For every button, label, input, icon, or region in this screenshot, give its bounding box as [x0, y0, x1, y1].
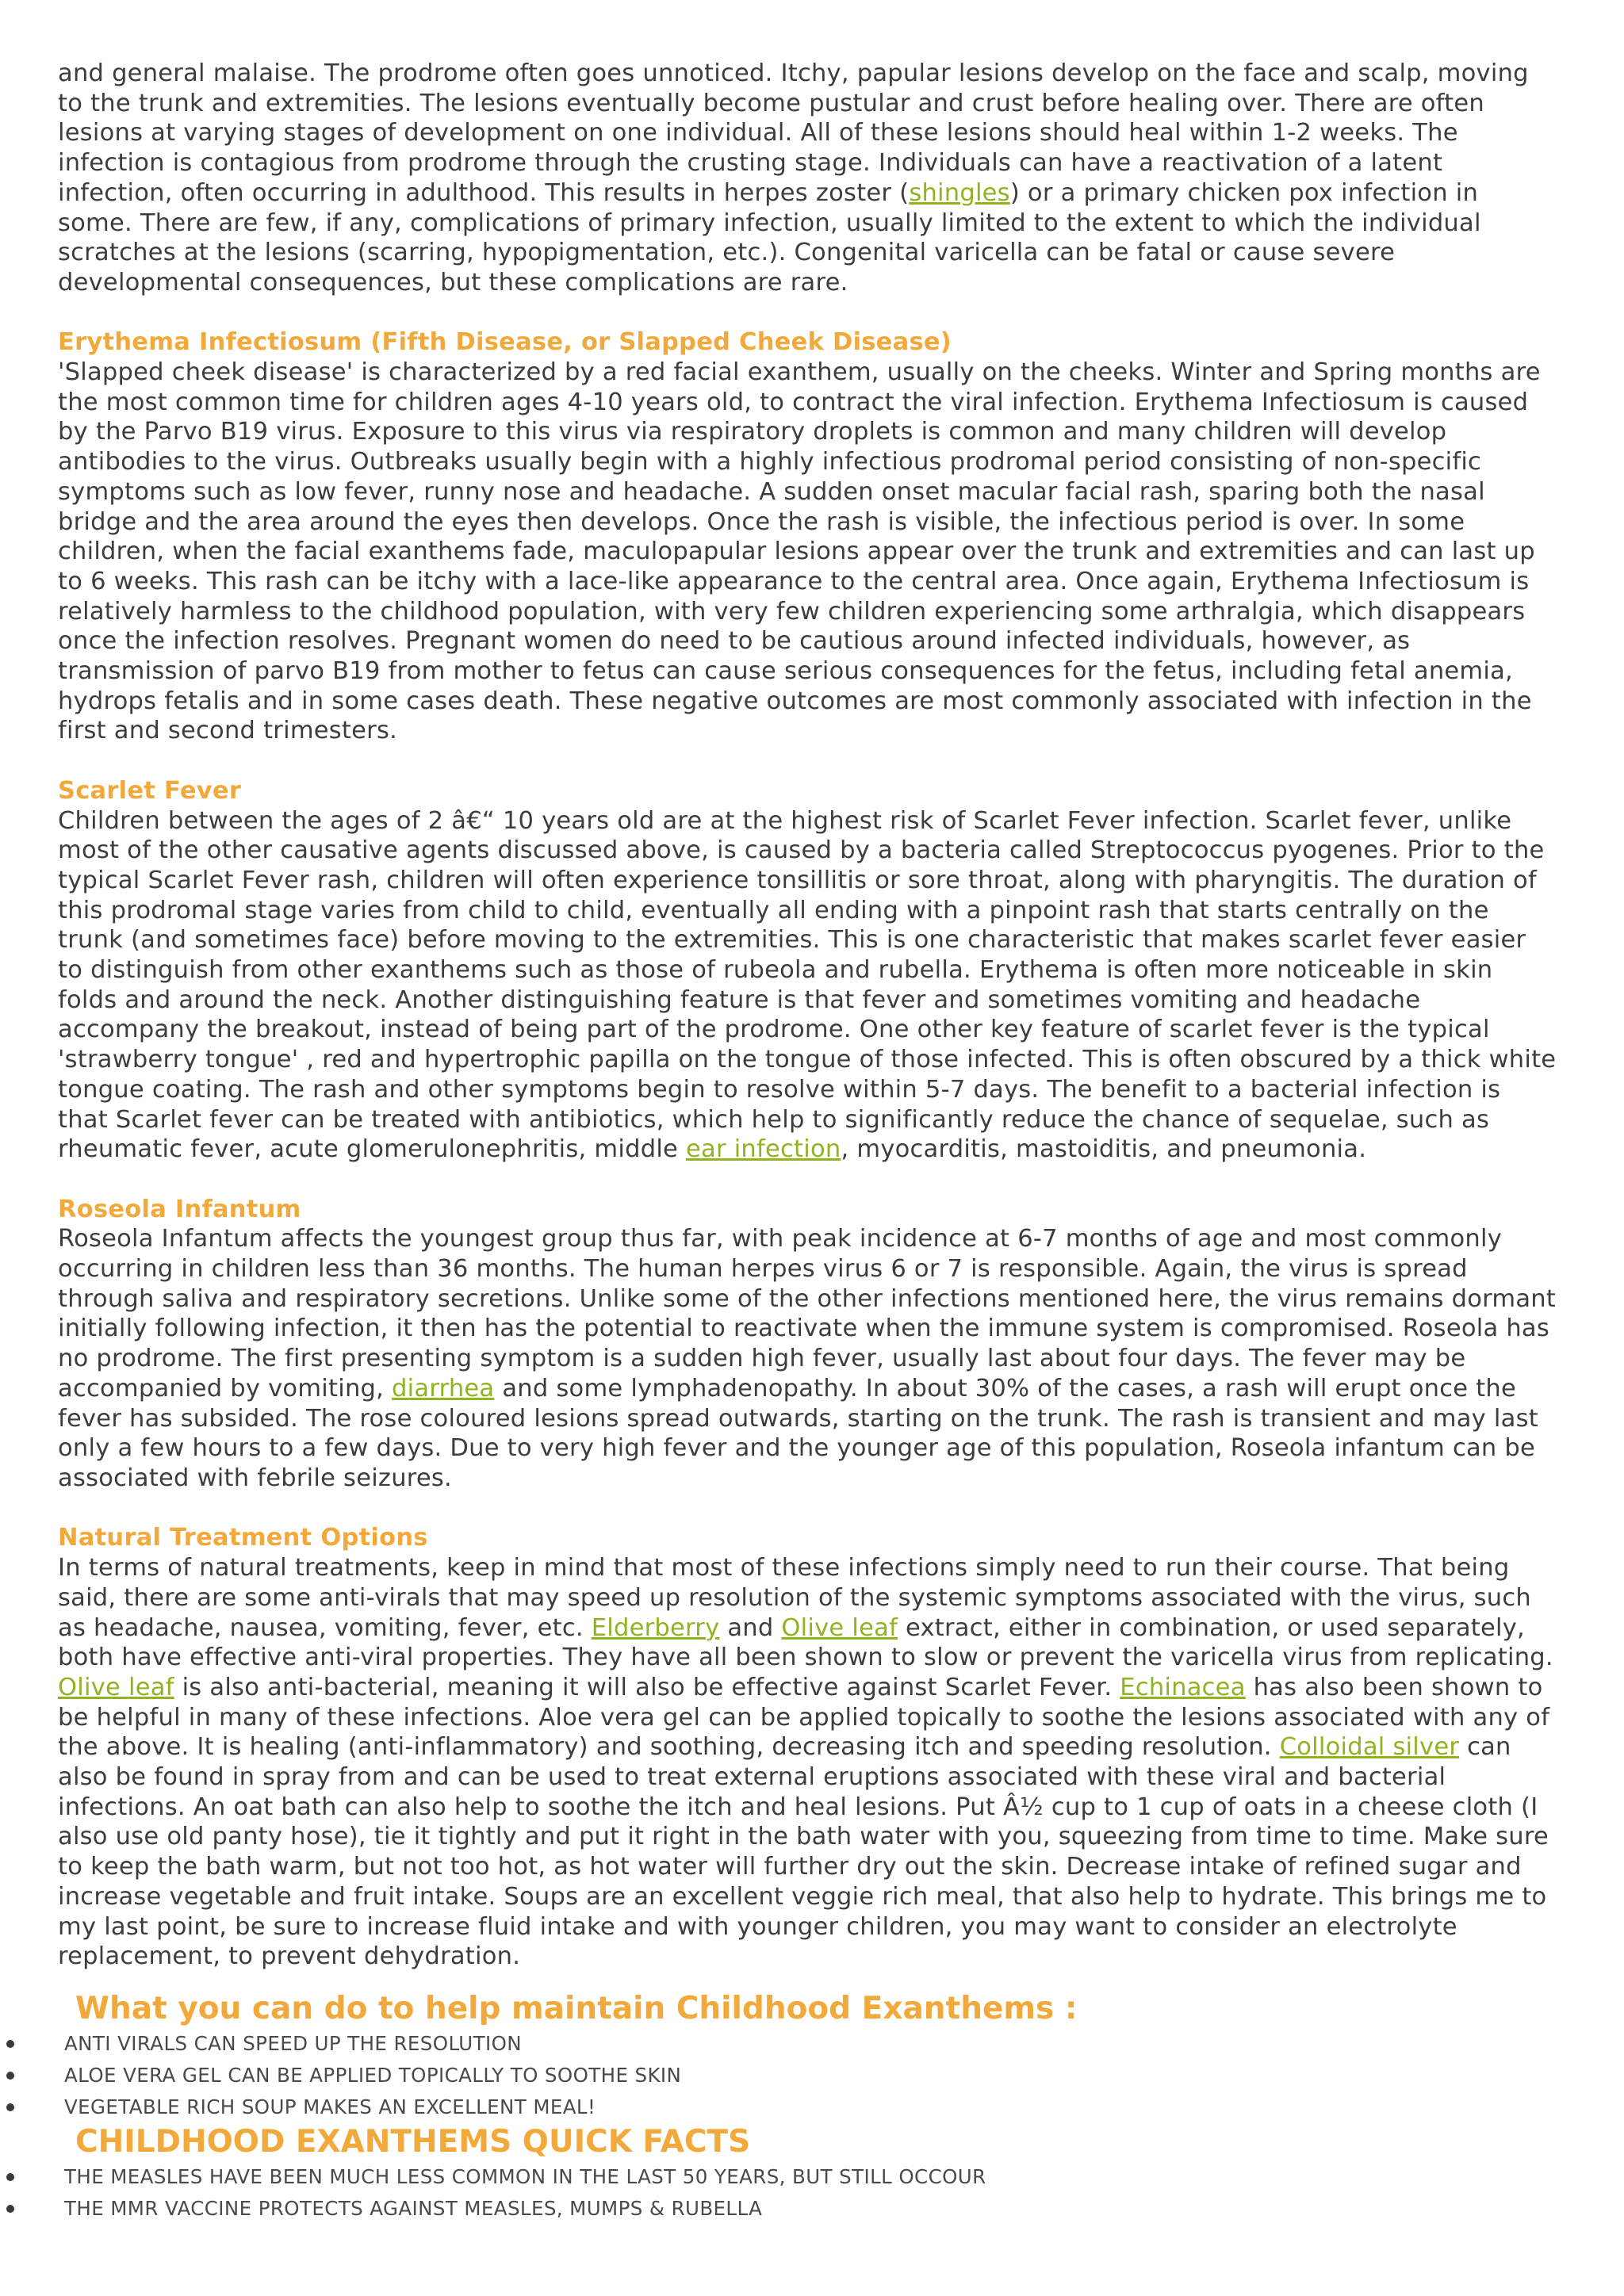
list-item: THE MEASLES HAVE BEEN MUCH LESS COMMON IN THE LAST 50 YEARS, BUT STILL OCCOUR [58, 2161, 1557, 2193]
roseola-section [58, 1195, 1557, 1494]
fifth-disease-text: 'Slapped cheek disease' is characterized by a red facial exanthem, usually on the cheeks. Winter and Spring months are the most common time for children ages 4-10 years old, to contract the viral infection. Erythema Infectiosum is caused by the Parvo B19 virus. Exposure to this virus via respiratory droplets is common and many children will develop antibodies to the virus. Outbreaks usually begin with a highly infectious prodromal period consisting of non-specific symptoms such as low fever, runny nose and headache. A sudden onset macular facial rash, sparing both the nasal bridge and the area around the eyes then develops. Once the rash is visible, the infectious period is over. In some children, when the facial exanthems fade, maculopapular lesions appear over the trunk and extremities and can last up to 6 weeks. This rash can be itchy with a lace-like appearance to the central area. Once again, Erythema Infectiosum is relatively harmless to the childhood population, with very few children experiencing some arthralgia, which disappears once the infection resolves. Pregnant women do need to be cautious around infected individuals, however, as transmission of parvo B19 from mother to fetus can cause serious consequences for the fetus, including fetal anemia, hydrops fetalis and in some cases death. These negative outcomes are most commonly associated with infection in the first and second trimesters. [58, 358, 1541, 745]
olive-leaf-link[interactable]: Olive leaf [781, 1613, 898, 1642]
bullet-icon [6, 2103, 14, 2111]
bullet-icon [6, 2040, 14, 2048]
scarlet-fever-heading: Scarlet Fever [58, 776, 242, 805]
echinacea-link[interactable]: Echinacea [1120, 1673, 1246, 1701]
scarlet-fever-text: Children between the ages of 2 â€“ 10 years old are at the highest risk of Scarlet Fever infection. Scarlet fever, unlike most of the other causative agents discussed above, is caused by a bacteria called Streptococcus pyogenes. Prior to the typical Scarlet Fever rash, children will often experience tonsillitis or sore throat, along with pharyngitis. The duration of this prodromal stage varies from child to child, eventually all ending with a pinpoint rash that starts centrally on the trunk (and sometimes face) before moving to the extremities. This is one characteristic that makes scarlet fever easier to distinguish from other exanthems such as those of rubeola and rubella. Erythema is often more noticeable in skin folds and around the neck. Another distinguishing feature is that fever and sometimes vomiting and headache accompany the breakout, instead of being part of the prodrome. One other key feature of scarlet fever is the typical 'strawberry tongue' , red and hypertrophic papilla on the tongue of those infected. This is often obscured by a thick white tongue coating. The rash and other symptoms begin to resolve within 5-7 days. The benefit to a bacterial infection is that Scarlet fever can be treated with antibiotics, which help to significantly reduce the chance of sequelae, such as rheumatic fever, acute glomerulonephritis, middle ear infection, myocarditis, mastoiditis, and pneumonia. [58, 806, 1557, 1164]
ear-infection-link[interactable]: ear infection [686, 1135, 841, 1164]
bullet-icon [6, 2072, 14, 2080]
quick-facts-list [58, 2161, 1557, 2225]
fifth-disease-heading: Erythema Infectiosum (Fifth Disease, or Slapped Cheek Disease) [58, 328, 952, 357]
quick-facts-heading: CHILDHOOD EXANTHEMS QUICK FACTS [75, 2124, 751, 2160]
shingles-link[interactable]: shingles [909, 178, 1010, 207]
bullet-icon [6, 2173, 14, 2181]
list-item: THE MMR VACCINE PROTECTS AGAINST MEASLES, MUMPS & RUBELLA [58, 2193, 1557, 2225]
scarlet-fever-section [58, 776, 1557, 1165]
help-list [58, 2028, 1557, 2123]
article-body [58, 59, 1557, 2002]
natural-treatment-text: In terms of natural treatments, keep in mind that most of these infections simply need to run their course. That being said, there are some anti-virals that may speed up resolution of the systemic symptoms associated with the virus, such as headache, nausea, vomiting, fever, etc. Elderberry and Olive leaf extract, either in combination, or used separately, both have effective anti-viral properties. They have all been shown to slow or prevent the varicella virus from replicating. Olive leaf is also anti-bacterial, meaning it will also be effective against Scarlet Fever. Echinacea has also been shown to be helpful in many of these infections. Aloe vera gel can be applied topically to soothe the lesions associated with any of the above. It is healing (anti-inflammatory) and soothing, decreasing itch and speeding resolution. Colloidal silver can also be found in spray from and can be used to treat external eruptions associated with these viral and bacterial infections. An oat bath can also help to soothe the itch and heal lesions. Put Â½ cup to 1 cup of oats in a cheese cloth (I also use old panty hose), tie it tightly and put it right in the bath water with you, squeezing from time to time. Make sure to keep the bath warm, but not too hot, as hot water will further dry out the skin. Decrease intake of refined sugar and increase vegetable and fruit intake. Soups are an excellent veggie rich meal, that also help to hydrate. This brings me to my last point, be sure to increase fluid intake and with younger children, you may want to consider an electrolyte replacement, to prevent dehydration. [58, 1554, 1553, 1971]
list-item: VEGETABLE RICH SOUP MAKES AN EXCELLENT MEAL! [58, 2091, 1557, 2123]
roseola-text: Roseola Infantum affects the youngest group thus far, with peak incidence at 6-7 months of age and most commonly occurring in children less than 36 months. The human herpes virus 6 or 7 is responsible. Again, the virus is spread through saliva and respiratory secretions. Unlike some of the other infections mentioned here, the virus remains dormant initially following infection, it then has the potential to reactivate when the immune system is compromised. Roseola has no prodrome. The first presenting symptom is a sudden high fever, usually last about four days. The fever may be accompanied by vomiting, diarrhea and some lymphadenopathy. In about 30% of the cases, a rash will erupt once the fever has subsided. The rose coloured lesions spread outwards, starting on the trunk. The rash is transient and may last only a few hours to a few days. Due to very high fever and the younger age of this population, Roseola infantum can be associated with febrile seizures. [58, 1225, 1557, 1492]
intro-text: and general malaise. The prodrome often goes unnoticed. Itchy, papular lesions develop on the face and scalp, moving to the trunk and extremities. The lesions eventually become pustular and crust before healing over. There are often lesions at varying stages of development on one individual. All of these lesions should heal within 1-2 weeks. The infection is contagious from prodrome through the crusting stage. Individuals can have a reactivation of a latent infection, often occurring in adulthood. This results in herpes zoster (shingles) or a primary chicken pox infection in some. There are few, if any, complications of primary infection, usually limited to the extent to which the individual scratches at the lesions (scarring, hypopigmentation, etc.). Congenital varicella can be fatal or cause severe developmental consequences, but these complications are rare. [58, 59, 1529, 297]
intro-paragraph [58, 59, 1557, 298]
fifth-disease-section [58, 327, 1557, 746]
help-heading: What you can do to help maintain Childhood Exanthems : [75, 1991, 1078, 2026]
diarrhea-link[interactable]: diarrhea [392, 1374, 495, 1402]
colloidal-silver-link[interactable]: Colloidal silver [1279, 1733, 1460, 1762]
list-item: ALOE VERA GEL CAN BE APPLIED TOPICALLY TO SOOTHE SKIN [58, 2060, 1557, 2091]
natural-treatment-heading: Natural Treatment Options [58, 1524, 428, 1552]
summary-lists [58, 1990, 1557, 2225]
olive-leaf-link-2[interactable]: Olive leaf [58, 1673, 174, 1701]
list-item: ANTI VIRALS CAN SPEED UP THE RESOLUTION [58, 2028, 1557, 2060]
elderberry-link[interactable]: Elderberry [591, 1613, 720, 1642]
roseola-heading: Roseola Infantum [58, 1195, 301, 1223]
bullet-icon [6, 2205, 14, 2213]
natural-treatment-section [58, 1523, 1557, 1972]
